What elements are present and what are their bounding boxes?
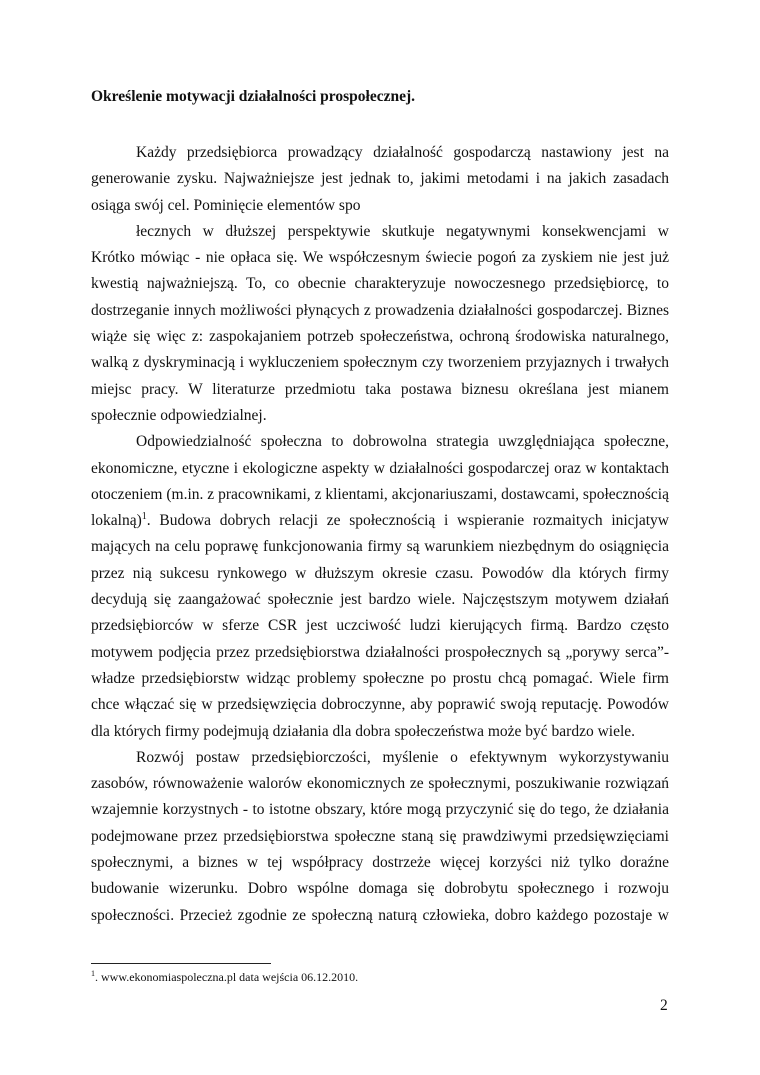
footnote-text: . www.ekonomiaspoleczna.pl data wejścia 06.12.2010.	[95, 970, 359, 984]
text-line: generowanie zysku. Najważniejsze jest jednak to, jakimi metodami i na jakich zasadach	[91, 170, 669, 188]
text-line: decydują się zaangażować społecznie jest bardzo wiele. Najczęstszym motywem działań	[91, 591, 669, 609]
text-line: społeczności. Przecież zgodnie ze społeczną naturą człowieka, dobro każdego pozostaje w	[91, 906, 669, 924]
text-line: walką z dyskryminacją i wykluczeniem społecznym czy tworzeniem przyjaznych i trwałych	[91, 354, 669, 372]
text-line: przedsiębiorców w sferze CSR jest uczciwość ludzi kierujących firmą. Bardzo często	[91, 617, 669, 635]
text-line: osiąga swój cel. Pominięcie elementów spo	[91, 196, 361, 214]
text-line: łecznych w dłuższej perspektywie skutkuje negatywnymi konsekwencjami w	[136, 222, 669, 240]
text-line: Odpowiedzialność społeczna to dobrowolna strategia uwzględniająca społeczne,	[136, 433, 669, 451]
text-line: społecznymi, a biznes w tej współpracy dostrzeże więcej korzyści niż tylko doraźne	[91, 854, 669, 872]
text-line: Rozwój postaw przedsiębiorczości, myślenie o efektywnym wykorzystywaniu	[136, 748, 669, 766]
text-fragment: . Budowa dobrych relacji ze społecznością i wspieranie rozmaitych inicjatyw	[146, 512, 669, 530]
section-heading: Określenie motywacji działalności prospołecznej.	[91, 88, 416, 105]
footnote-marker: 1	[91, 969, 95, 978]
footnote-reference: 1	[141, 511, 147, 522]
text-line: dostrzeganie innych możliwości płynących z prowadzenia działalności gospodarczej. Biznes	[91, 301, 669, 319]
text-fragment: lokalną)	[91, 512, 142, 530]
text-line: kwestią najważniejszą. To, co obecnie charakteryzuje nowoczesnego przedsiębiorcę, to	[91, 275, 669, 293]
text-line: przez nią sukcesu rynkowego w dłuższym okresie czasu. Powodów dla których firmy	[91, 564, 669, 582]
text-line: zasobów, równoważenie walorów ekonomicznych ze społecznymi, poszukiwanie rozwiązań	[91, 775, 669, 793]
footnote-divider	[91, 963, 271, 964]
text-line: miejsc pracy. W literaturze przedmiotu taka postawa biznesu określana jest mianem	[91, 380, 669, 398]
body-text	[91, 140, 669, 929]
text-line: Krótko mówiąc - nie opłaca się. We współczesnym świecie pogoń za zyskiem nie jest już	[91, 249, 669, 267]
text-line: dla których firmy podejmują działania dla dobra społeczeństwa może być bardzo wiele.	[91, 722, 636, 740]
text-line: władze przedsiębiorstw widząc problemy społeczne po prostu chcą pomagać. Wiele firm	[91, 669, 669, 687]
text-line: budowanie wizerunku. Dobro wspólne domaga się dobrobytu społecznego i rozwoju	[91, 880, 669, 898]
text-line-with-footnote-ref	[91, 508, 669, 534]
text-line: mających na celu poprawę funkcjonowania firmy są warunkiem niezbędnym do osiągnięcia	[91, 538, 669, 556]
footnote	[91, 970, 358, 985]
text-line: ekonomiczne, etyczne i ekologiczne aspekty w działalności gospodarczej oraz w kontaktach	[91, 459, 669, 477]
page-number: 2	[660, 997, 668, 1014]
text-line: chce włączać się w przedsięwzięcia dobroczynne, aby poprawić swoją reputację. Powodów	[91, 696, 669, 714]
text-line: społecznie odpowiedzialnej.	[91, 406, 267, 424]
text-line: podejmowane przez przedsiębiorstwa społeczne staną się prawdziwymi przedsięwzięciami	[91, 827, 669, 845]
text-line: wiąże się więc z: zaspokajaniem potrzeb społeczeństwa, ochroną środowiska naturalnego,	[91, 328, 669, 346]
text-line: wzajemnie korzystnych - to istotne obszary, które mogą przyczynić się do tego, że działania	[91, 801, 669, 819]
text-line: Każdy przedsiębiorca prowadzący działalność gospodarczą nastawiony jest na	[136, 144, 669, 161]
text-line: motywem podjęcia przez przedsiębiorstwa działalności prospołecznych są „porywy serca”-	[91, 643, 669, 661]
text-line: otoczeniem (m.in. z pracownikami, z klientami, akcjonariuszami, dostawcami, społecznością	[91, 485, 669, 503]
